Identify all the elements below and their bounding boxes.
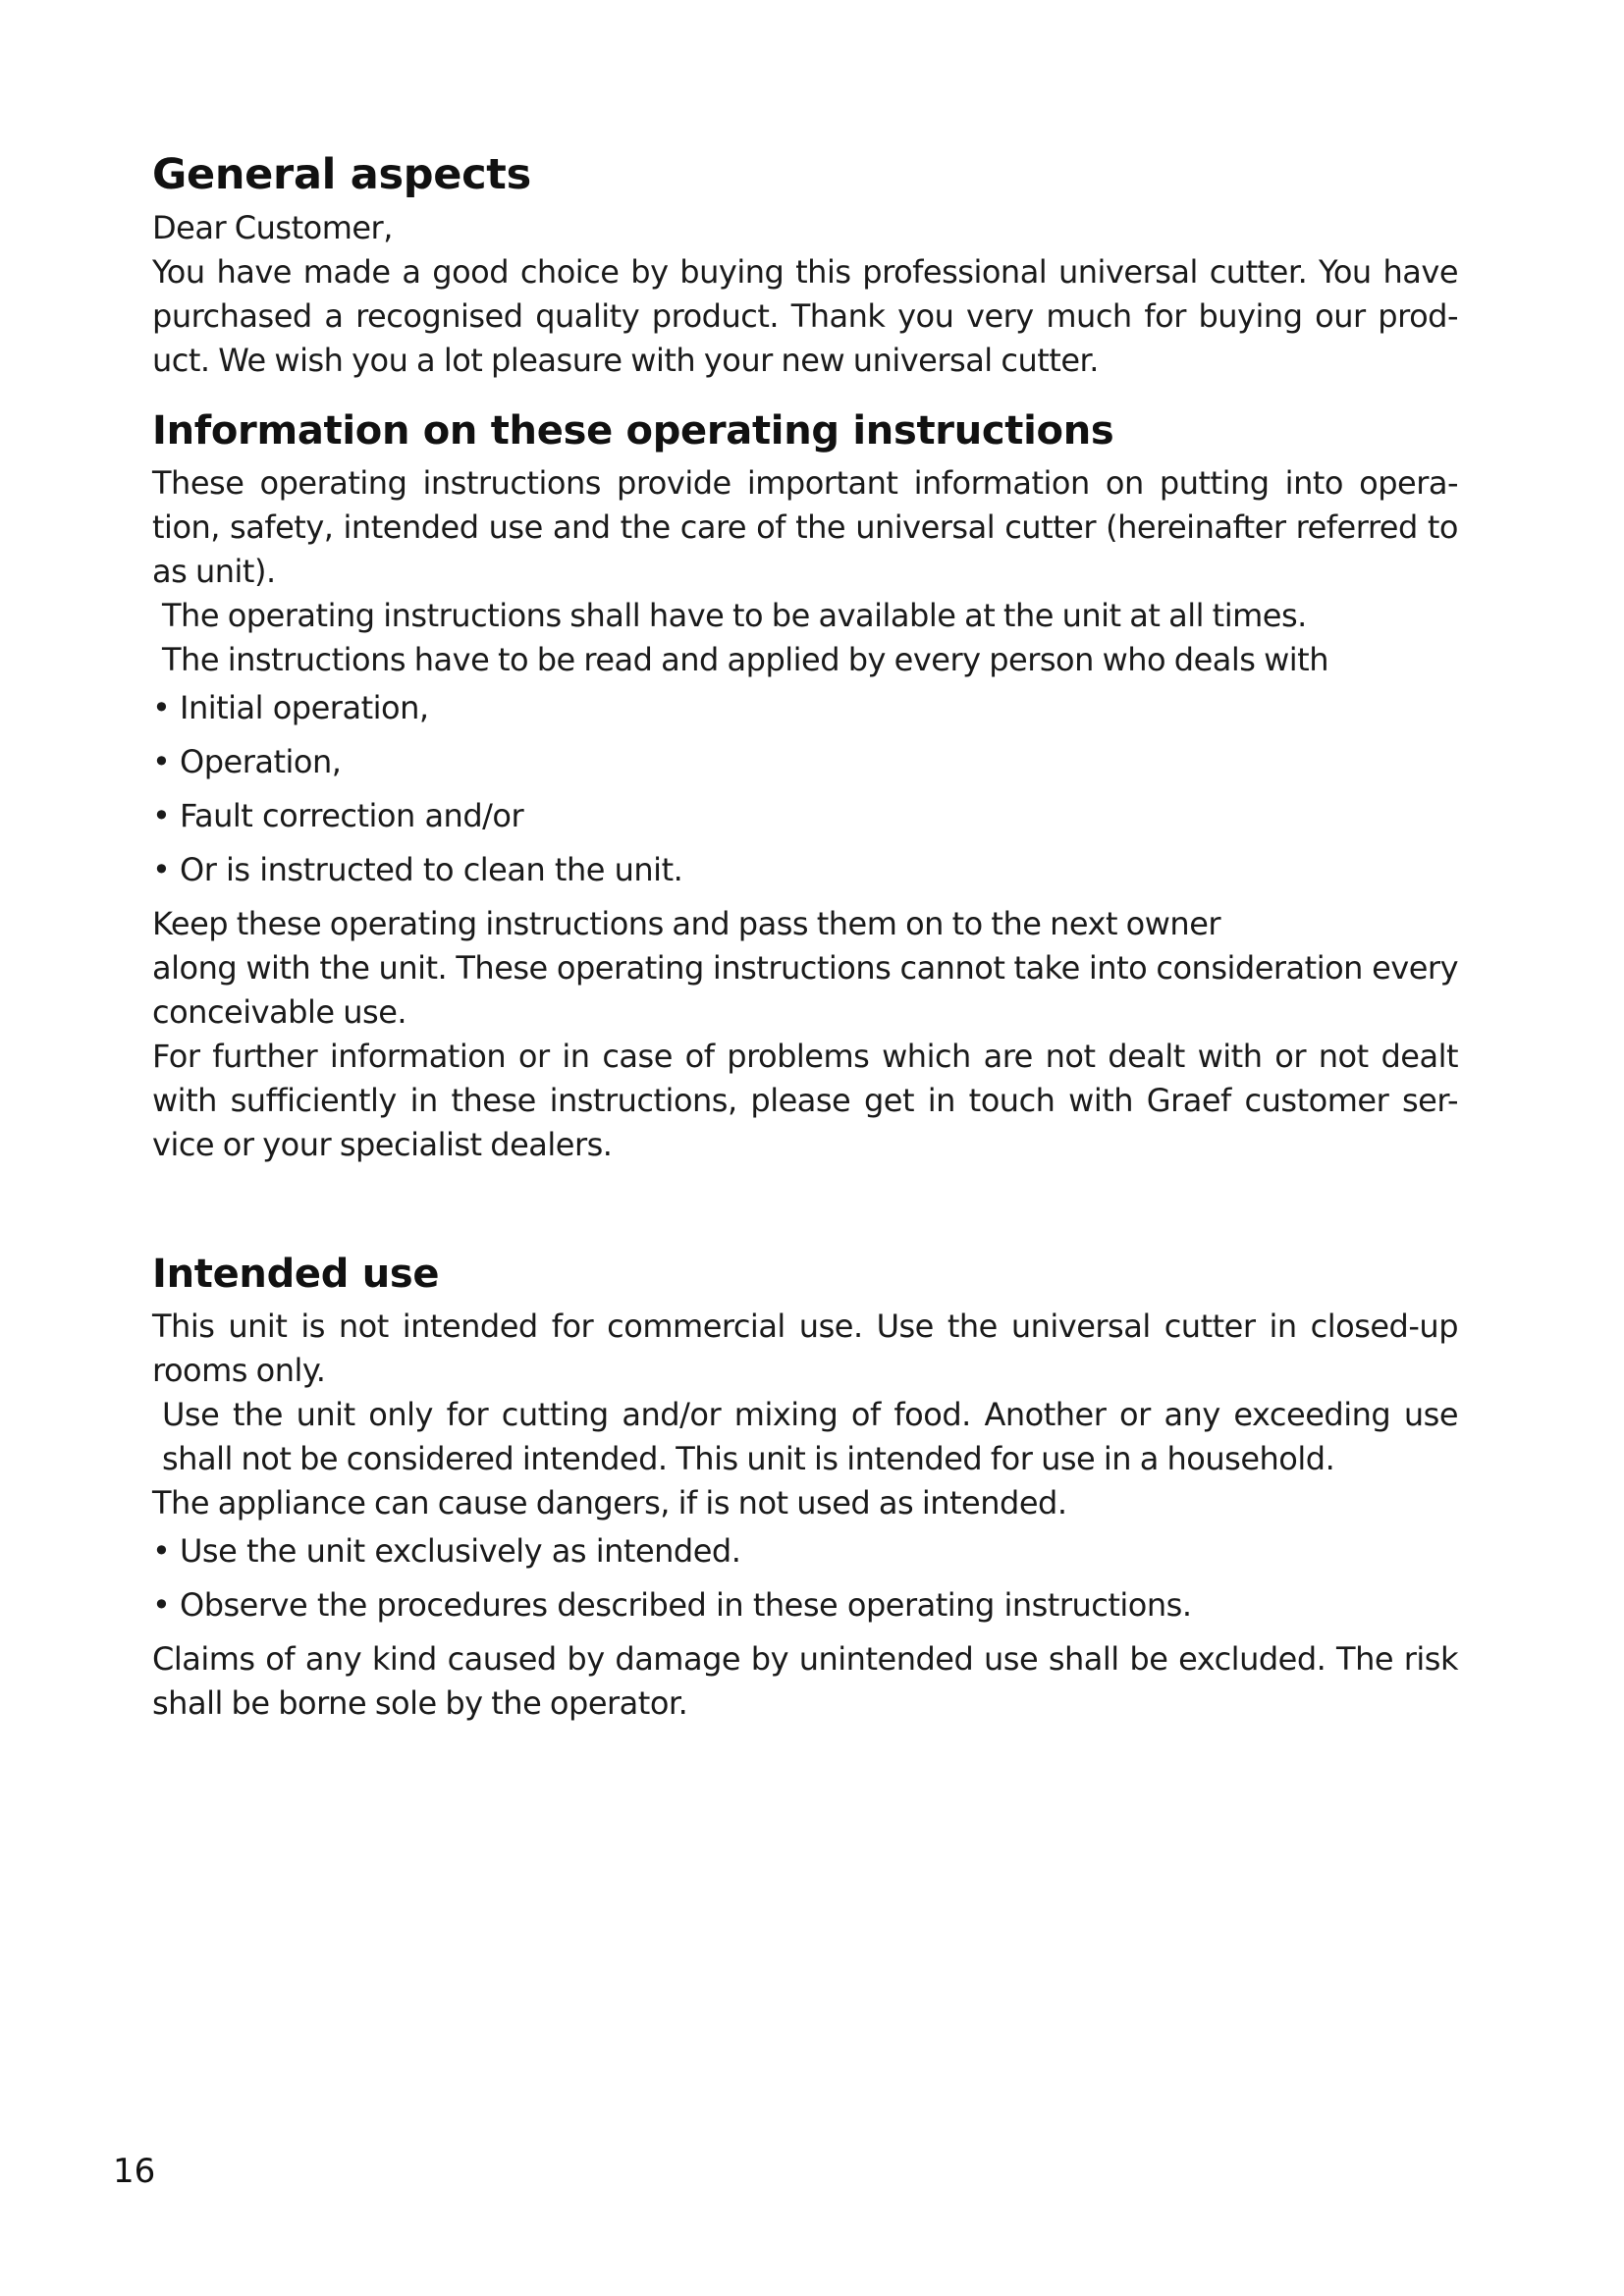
info-paragraph-3: The instructions have to be read and applied by every person who deals with <box>162 641 1328 678</box>
use-paragraph-2: Use the unit only for cutting and/or mixing of food. Another or any exceeding use shall not be considered intended. This unit is intended for use in a household. <box>162 1396 1458 1477</box>
use-paragraph-1: This unit is not intended for commercial use. Use the universal cutter in closed-up rooms only. <box>152 1308 1458 1389</box>
heading-information: Information on these operating instructions <box>152 408 1114 454</box>
info-paragraph-4: Keep these operating instructions and pass them on to the next owner <box>152 905 1221 942</box>
info-paragraph-5: along with the unit. These operating instructions cannot take into consideration every conceivable use. <box>152 949 1458 1031</box>
bullet-icon: • <box>152 689 171 726</box>
heading-intended-use: Intended use <box>152 1252 440 1297</box>
document-page <box>152 147 1458 1726</box>
salutation: Dear Customer, <box>152 209 393 246</box>
use-paragraph-3: The appliance can cause dangers, if is not used as intended. <box>152 1484 1067 1522</box>
list-item: • Initial operation, <box>152 686 1458 730</box>
list-item: • Or is instructed to clean the unit. <box>152 848 1458 892</box>
info-paragraph-6: For further information or in case of problems which are not dealt with or not dealt with sufficiently in these instructions, please get in touch with Graef customer ser-vice or your specialist dealers. <box>152 1038 1458 1163</box>
info-bullet-list <box>152 686 1458 892</box>
bullet-icon: • <box>152 851 171 888</box>
bullet-icon: • <box>152 743 171 780</box>
bullet-icon: • <box>152 797 171 834</box>
general-body: You have made a good choice by buying this professional universal cutter. You have purchased a recognised quality product. Thank you very much for buying our prod-uct. We wish you a lot pleasure with your new universal cutter. <box>152 253 1458 379</box>
list-item: • Observe the procedures described in these operating instructions. <box>152 1583 1458 1628</box>
bullet-icon: • <box>152 1532 171 1570</box>
section-general-aspects <box>152 147 1458 383</box>
use-paragraph-4: Claims of any kind caused by damage by unintended use shall be excluded. The risk shall be borne sole by the operator. <box>152 1640 1458 1722</box>
info-paragraph-2: The operating instructions shall have to be available at the unit at all times. <box>162 597 1307 634</box>
list-item: • Operation, <box>152 740 1458 784</box>
page-number: 16 <box>113 2152 156 2191</box>
list-item: • Use the unit exclusively as intended. <box>152 1529 1458 1574</box>
heading-general-aspects: General aspects <box>152 150 531 199</box>
info-paragraph-1: These operating instructions provide important information on putting into opera-tion, safety, intended use and the care of the universal cutter (hereinafter referred to as unit). <box>152 464 1458 590</box>
bullet-icon: • <box>152 1586 171 1624</box>
section-information <box>152 404 1458 1167</box>
section-intended-use <box>152 1248 1458 1726</box>
use-bullet-list <box>152 1529 1458 1628</box>
list-item: • Fault correction and/or <box>152 794 1458 838</box>
